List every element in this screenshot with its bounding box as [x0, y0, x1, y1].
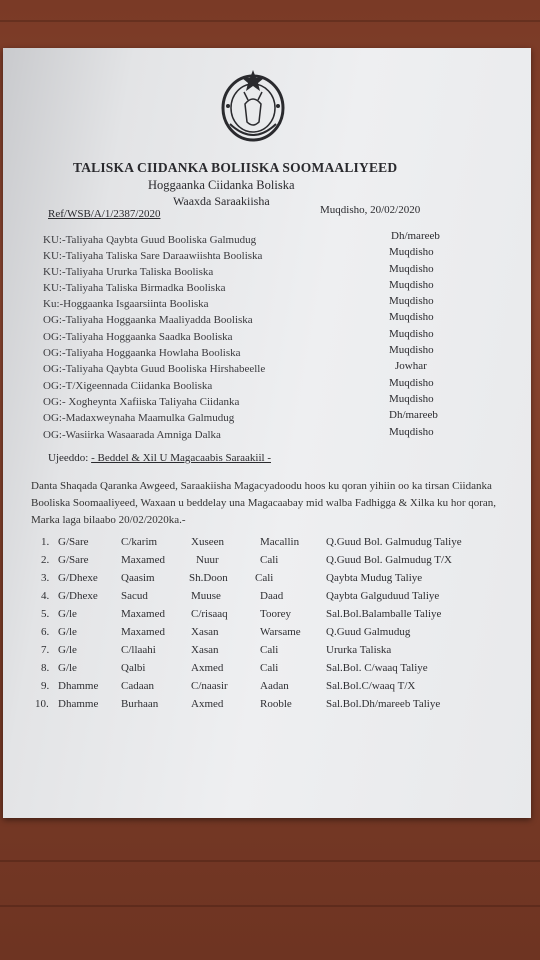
letter-department: Waaxda Saraakiisha: [173, 194, 270, 208]
recipient-city: Muqdisho: [389, 263, 434, 275]
officer-grandfather-name: Cali: [260, 644, 279, 656]
officer-post: Sal.Bol.C/waaq T/X: [326, 680, 416, 692]
officer-rank: G/Sare: [58, 554, 89, 566]
recipient-line: OG:-Wasiirka Wasaarada Amniga Dalka: [43, 429, 221, 441]
officer-row: [3, 662, 531, 680]
officer-grandfather-name: Rooble: [260, 698, 292, 710]
officer-rank: G/Dhexe: [58, 572, 98, 584]
officer-father-name: Xuseen: [191, 536, 224, 548]
letter-paper: [3, 48, 531, 818]
officer-grandfather-name: Cali: [260, 554, 279, 566]
officer-row: [3, 554, 531, 572]
officer-post: Ururka Taliska: [326, 644, 392, 656]
row-number: 5.: [41, 608, 50, 620]
officer-rank: G/Sare: [58, 536, 89, 548]
officer-row: [3, 590, 531, 608]
recipient-line: OG:-Madaxweynaha Maamulka Galmudug: [43, 412, 235, 424]
officer-father-name: Xasan: [191, 644, 219, 656]
letter-date: Muqdisho, 20/02/2020: [320, 204, 421, 216]
officer-first-name: Burhaan: [121, 698, 159, 710]
row-number: 1.: [41, 536, 50, 548]
row-number: 6.: [41, 626, 50, 638]
officer-rank: G/Dhexe: [58, 590, 98, 602]
officer-row: [3, 626, 531, 644]
officer-grandfather-name: Daad: [260, 590, 284, 602]
recipient-line: OG:- Xogheynta Xafiiska Taliyaha Ciidanka: [43, 396, 240, 408]
officer-rank: Dhamme: [58, 698, 99, 710]
officer-row: [3, 608, 531, 626]
recipient-line: KU:-Taliyaha Taliska Birmadka Booliska: [43, 282, 226, 294]
wood-grain: [0, 860, 540, 862]
officer-post: Q.Guud Bol. Galmudug Taliye: [326, 536, 462, 548]
recipient-city: Muqdisho: [389, 295, 434, 307]
officer-rank: G/le: [58, 644, 77, 656]
row-number: 7.: [41, 644, 50, 656]
recipient-city: Muqdisho: [389, 393, 434, 405]
recipient-city: Muqdisho: [389, 279, 434, 291]
officer-row: [3, 698, 531, 716]
recipient-city: Muqdisho: [389, 328, 434, 340]
row-number: 2.: [41, 554, 50, 566]
recipient-line: KU:-Taliyaha Ururka Taliska Booliska: [43, 266, 214, 278]
row-number: 3.: [41, 572, 50, 584]
officer-row: [3, 680, 531, 698]
recipient-city: Muqdisho: [389, 426, 434, 438]
officer-first-name: Maxamed: [121, 554, 165, 566]
recipient-city: Jowhar: [395, 360, 427, 372]
row-number: 8.: [41, 662, 50, 674]
row-number: 10.: [35, 698, 49, 710]
recipient-line: OG:-Taliyaha Hoggaanka Maaliyadda Booliska: [43, 314, 253, 326]
row-number: 9.: [41, 680, 50, 692]
officer-row: [3, 536, 531, 554]
officer-post: Qaybta Galguduud Taliye: [326, 590, 440, 602]
recipient-line: OG:-Taliyaha Qaybta Guud Booliska Hirshabeelle: [43, 363, 266, 375]
wood-grain: [0, 905, 540, 907]
recipient-city: Muqdisho: [389, 344, 434, 356]
officer-first-name: C/llaahi: [121, 644, 156, 656]
reference-number: Ref/WSB/A/1/2387/2020: [48, 208, 161, 220]
officer-first-name: Cadaan: [121, 680, 154, 692]
subject-line: [48, 452, 271, 464]
recipient-line: Ku:-Hoggaanka Isgaarsiinta Booliska: [43, 298, 209, 310]
recipient-city: Muqdisho: [389, 377, 434, 389]
recipient-city: Muqdisho: [389, 246, 434, 258]
subject-value: - Beddel & Xil U Magacaabis Saraakiil -: [91, 452, 271, 464]
officer-post: Q.Guud Bol. Galmudug T/X: [326, 554, 452, 566]
officer-father-name: Xasan: [191, 626, 219, 638]
officer-post: Q.Guud Galmudug: [326, 626, 411, 638]
officer-rank: Dhamme: [58, 680, 99, 692]
officer-first-name: Maxamed: [121, 626, 165, 638]
recipient-city: Dh/mareeb: [389, 409, 438, 421]
officer-first-name: C/karim: [121, 536, 158, 548]
officer-father-name: Nuur: [196, 554, 219, 566]
recipient-line: OG:-T/Xigeennada Ciidanka Booliska: [43, 380, 213, 392]
subject-label: Ujeeddo:: [48, 452, 92, 464]
letter-subtitle: Hoggaanka Ciidanka Boliska: [148, 178, 295, 192]
officer-father-name: Axmed: [191, 662, 224, 674]
officer-grandfather-name: Cali: [255, 572, 274, 584]
police-crest-emblem: [218, 66, 288, 144]
officer-row: [3, 572, 531, 590]
officer-grandfather-name: Aadan: [260, 680, 289, 692]
officer-grandfather-name: Cali: [260, 662, 279, 674]
officer-first-name: Qalbi: [121, 662, 146, 674]
officer-first-name: Sacud: [121, 590, 148, 602]
recipient-line: OG:-Taliyaha Hoggaanka Saadka Booliska: [43, 331, 233, 343]
recipient-city: Dh/mareeb: [391, 230, 440, 242]
officer-rank: G/le: [58, 608, 77, 620]
officer-grandfather-name: Warsame: [260, 626, 301, 638]
officer-post: Sal.Bol.Dh/mareeb Taliye: [326, 698, 441, 710]
officer-father-name: Muuse: [191, 590, 221, 602]
officer-first-name: Qaasim: [121, 572, 155, 584]
body-paragraph: Danta Shaqada Qaranka Awgeed, Saraakiisha Magacyadoodu hoos ku qoran yihiin oo ka tirsan Ciidanka Booliska Soomaaliyeed, Waxaan u beddelay una Magacaabay mid walba Fadhigga & Xilka ku hor qoran, Marka laga bilaabo 20/02/2020ka.-: [31, 480, 497, 526]
officer-grandfather-name: Macallin: [260, 536, 300, 548]
officer-grandfather-name: Toorey: [260, 608, 291, 620]
wood-grain: [0, 20, 540, 22]
letter-title: TALISKA CIIDANKA BOLIISKA SOOMAALIYEED: [73, 160, 398, 175]
officer-row: [3, 644, 531, 662]
officer-rank: G/le: [58, 626, 77, 638]
officer-rank: G/le: [58, 662, 77, 674]
officer-father-name: Sh.Doon: [189, 572, 228, 584]
recipient-line: KU:-Taliyaha Taliska Sare Daraawiishta Booliska: [43, 250, 263, 262]
officer-father-name: Axmed: [191, 698, 224, 710]
officer-post: Sal.Bol.Balamballe Taliye: [326, 608, 442, 620]
officer-post: Sal.Bol. C/waaq Taliye: [326, 662, 428, 674]
officer-first-name: Maxamed: [121, 608, 165, 620]
officer-post: Qaybta Mudug Taliye: [326, 572, 423, 584]
recipient-line: OG:-Taliyaha Hoggaanka Howlaha Booliska: [43, 347, 241, 359]
recipient-line: KU:-Taliyaha Qaybta Guud Booliska Galmudug: [43, 234, 257, 246]
row-number: 4.: [41, 590, 50, 602]
recipient-city: Muqdisho: [389, 311, 434, 323]
officer-father-name: C/risaaq: [191, 608, 228, 620]
officer-father-name: C/naasir: [191, 680, 228, 692]
